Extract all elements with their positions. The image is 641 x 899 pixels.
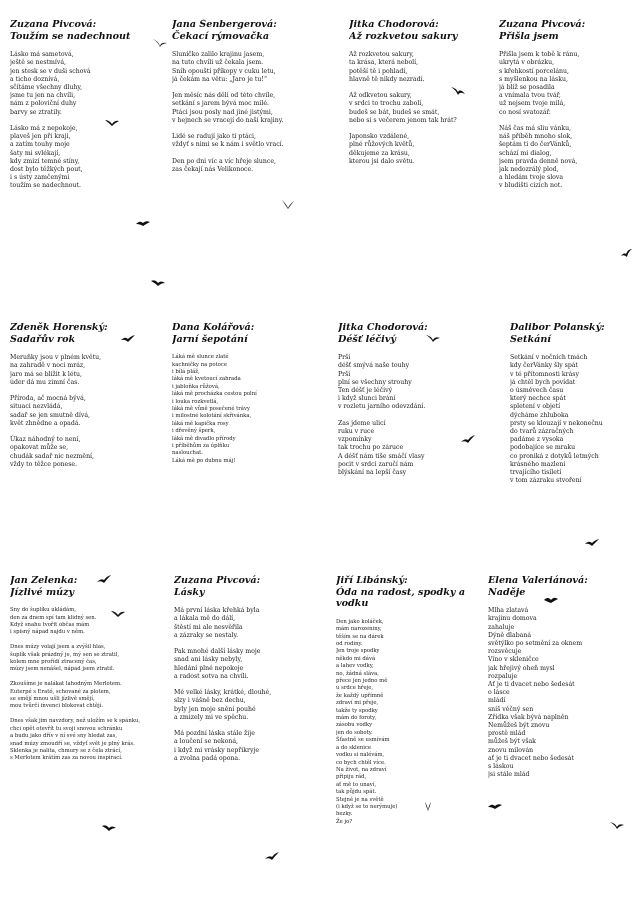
poem-text: Lásko má sametová, ještě se nestmívá, jen stesk se v duši schová a ticho doznívá, sčítáme všechny dluhy, jsme tu jen na chvíli, nám z poloviční duhy barvy se ztratily. Lásko má z nepokoje, plaveš jen při kraji, a zatím touhy moje šaty mi svlékají, kdy zmizí temné stíny, dost bylo těžkých pout, i s ústy zamčenými toužím se nadechnout. [10,51,91,190]
bird-icon [101,823,117,833]
poem-heading [336,575,466,610]
poem-11 [336,575,466,890]
poem-text: Setkání v nočních tmách kdy čerVánky šly spát v té přítomnosti krásy já chtěl bych povídat o úsměvech času který nechce spát spletení v objetí dýcháme zhluboka prsty se klouzají v nekonečnu do tvarů zázračných padáme z vysoka podobajíce se mraku co proniká z dotyků letmých krásného mazlení trvajícího tisíletí v tom zázraku stvoření [510,354,603,485]
poem-title: Setkání [510,333,551,345]
bird-icon [96,574,112,584]
poem-author: Zuzana Pivcová: [174,575,261,586]
bird-icon [618,248,634,258]
bird-icon [609,820,625,830]
poem-heading [10,575,168,598]
poem-author: Dalibor Polanský: [510,322,605,333]
poem-text: Mlha zlatavá krajinu domova zahaluje Dýně dlabaná světýlko po setmění za oknem rozsvěcuje Víno v skleničce jak hřejivý oheň mysl rozpaluje Ať je ti dvacet nebo šedesát o lásce mládí sníš věčný sen Zřídka však bývá naplněn Nemůžeš být znovu prostě mlád můžeš být však znovu milován ať je ti dvacet nebo šedesát s láskou jsi stále mlád [488,607,583,779]
poem-text: Prší déšť smývá naše touhy Prší plní se všechny strouhy Ten déšť je léčivý i když slunci brání v rozletu jarního odevzdání. Zas jdeme ulicí ruku v ruce vzpomínky tak trochu po záruce A déšť nám tiše smáčí vlasy pocit v srdci zaručí nám blýskání na lepší časy [338,354,426,477]
poem-10 [174,575,324,835]
poem-5 [10,322,160,562]
bird-icon [487,801,503,811]
poem-3 [349,19,497,269]
poem-author: Jiří Libánský: [336,575,408,586]
poem-12 [488,575,638,835]
poem-8 [510,322,640,562]
poem-1 [10,19,160,269]
poem-heading [174,575,324,598]
poem-title: Déšť léčivý [338,333,396,345]
poem-heading [349,19,497,42]
bird-icon [460,434,476,444]
poem-text: Sny do šuplíku ukládám, den za dnem spí tam klidný sen. Když snahu tvořit občas mám i spisný nápad najdu v něm. Dnes múzy volají jsem a zvýšil hlas, šuplík však prázdný je, mý sen se ztratil, kolem mne prořídí ztracený čas, múzy jsem nenášel, nápad jsem ztratil. Zkoušíme je nalákat lahodným Merlotem. Euterpé s Erató, schované za plotem, se smějí mnou ušli jízlivě smějí, mou tvůrčí invenci blokovat chtějí. Dnes však jim navzdory, než uložím se k spánku, chci opět otevřít tu svoji snovou schránku a budu jako dřív v ní své sny hledat zas, snad múzy zmoudří se, vždyť svět je plný krás. Sklenka je nalita, chmury se z čela ztrácí, s Merlotem krátím zas za novou inspirací. [10,607,141,762]
poem-title: Naděje [488,586,526,598]
bird-icon [450,86,466,96]
poem-title: Sadařův rok [10,333,76,345]
poem-title: Jarní šepotání [172,333,248,345]
bird-icon [425,333,441,343]
poem-author: Jan Zelenka: [10,575,78,586]
bird-icon [150,278,166,288]
bird-icon [120,333,136,343]
bird-icon [280,199,296,209]
bird-icon [110,609,126,619]
bird-icon [543,595,559,605]
poem-author: Jana Šenbergerová: [172,19,277,30]
bird-icon [104,118,120,128]
bird-icon [152,38,168,48]
poem-heading [499,19,639,42]
poem-title: Čekací rýmovačka [172,30,270,42]
poem-text: Meruňky jsou v plném květu, na zahradě v noci mráz, jaro má se blížit k létu, úder dá mu zimní čas. Příroda, ač mocná bývá, situaci nezvládá, sadař se jen smutně dívá, květ zhnědne a opadá. Úkaz náhodný to není, opakovat může se, chudák sadař nic nezmění, vždy to těžce ponese. [10,354,102,468]
poem-heading [338,322,500,345]
poem-text: Láká mě slunce zlaté kachničky na potoce i bílá pláž, láká mě kvetoucí zahrada i jabloňka růžová, láká mě procházka cestou polní i louka rozkvetlá, láká mě vůně posečené trávy i milostné kolotání skřivánka, láká mě kapička rosy i dřevěný šperk, láká mě divadlo přírody i příběhům za úplňku naslouchat. Láká mě po dubnu máj! [172,354,257,464]
poem-author: Jitka Chodorová: [349,19,439,30]
bird-icon [264,851,280,861]
poem-heading [172,19,340,42]
poem-text: Až rozkvetou sakury, ta krása, která nebolí, potěší tě i pohladí, hlavně tě nikdy nezradí. Až odkvetou sakury, v srdci to trochu zabolí, budeš se bát, budeš se smát, nebo si s večerem jenom tak hrát? Japonsko vzdálené, plné růžových květů, děkujeme za krásu, kterou jsi dalo světu. [349,51,457,165]
poem-heading [10,322,160,345]
poem-4 [499,19,639,269]
bird-icon [584,537,600,547]
bird-icon [135,218,151,228]
poem-heading [10,19,160,42]
poem-author: Elena Valeriánová: [488,575,588,586]
poem-author: Zdeněk Horenský: [10,322,108,333]
poem-author: Jitka Chodorová: [338,322,428,333]
poem-text: Sluníčko zalilo krajinu jasem, na tuto chvíli už čekala jsem. Sníh opouští příkopy v cuku letu, já čekám na větu: „Jaro je tu!“ Jen měsíc nás dělí od této chvíle, setkání s jarem bývá moc milé. Ptáci jsou posly nad jiné jistými, v hejnech se vracejí do naší krajiny. Lidé se radují jako ti ptáci, vždyť s nimi se k nám i světlo vrací. Den po dni víc a víc hřeje slunce, zas čekají nás Velikonoce. [172,51,284,174]
poem-title: Přišla jsem [499,30,559,42]
poem-title: Lásky [174,586,205,598]
bird-icon [420,801,436,811]
poem-6 [172,322,332,562]
poem-heading [488,575,638,598]
poem-author: Zuzana Pivcová: [499,19,586,30]
poem-title: Óda na radost, spodky a vodku [336,586,466,610]
poem-author: Zuzana Pivcová: [10,19,97,30]
poem-2 [172,19,340,269]
poem-heading [172,322,332,345]
poem-title: Toužím se nadechnout [10,30,131,42]
poem-text: Má první láska křehká byla a lákala mě do dálí, štěstí mi ale nesvěřila a zázraky se nestaly. Pak mnohé další lásky moje snad ani lásky nebyly, hledání plné nepokoje a radost sotva na chvíli. Mé velké lásky, krátké, dlouhé, slzy i vášně bez dechu, byly jen moje snění pouhé a zmizely mi ve spěchu. Má pozdní láska stále žije a loučení se nekoná, i když mi vrásky nepřikryje a zvolna padá opona. [174,607,272,762]
poem-title: Až rozkvetou sakury [349,30,458,42]
poem-title: Jízlivé múzy [10,586,75,598]
poem-text: Přišla jsem k tobě k ránu, ukrytá v obrázku, s křehkostí porcelánu, s myšlenkou na lásku, já blíž se posadila a vnímala tvou tvář, už nejsem tvoje milá, co nosí svatozář. Náš čas má sliu vánku, náš příběh mnoho slok, šeptám ti do čerVánků, schází mi dialog, jsem pravda denně nová, jak nedozrálý plod, a hledám tvoje slova v bludišti cizích not. [499,51,580,190]
poem-9 [10,575,168,835]
poem-text: Den jako koláček, mám narozeniny, těším se na dárek od rodiny. Jen troje spodky někdo mi dává a lahev vodky, no, žádná sláva, přece jen jedno mě u srdce hřeje, že každý upřímně zdraví mi přeje, takže ty spodky mám do foroty, zásobu vodky jen do soboty. Šťastně se usmívám a do sklenice vodku si nalévám, co bych chtěl více. Na život, na zdraví připiju rád, ať mě to unaví, tak půjdu spát. Stejně je na světě (i když se to nerýmuje) hezky. Že jo? [336,618,398,825]
poem-author: Dana Kolářová: [172,322,255,333]
poem-heading [510,322,640,345]
